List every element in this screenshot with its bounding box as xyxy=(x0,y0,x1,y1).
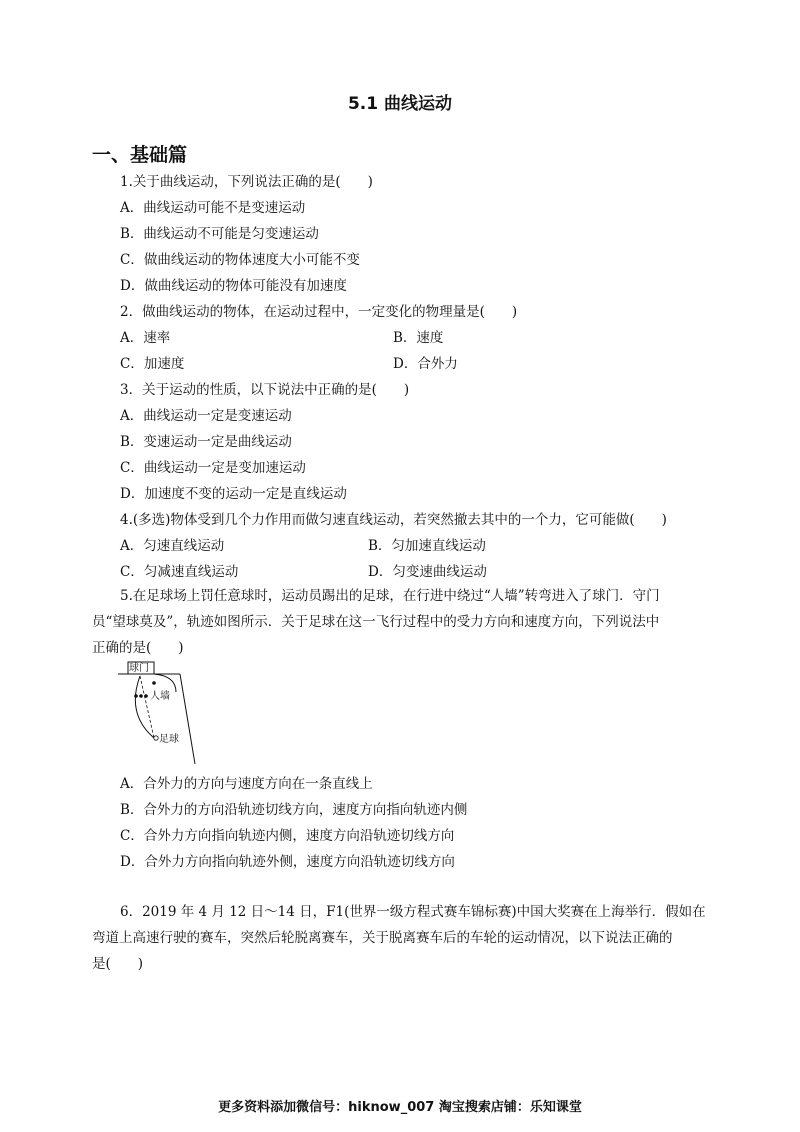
q4-option-d: D．匀变速曲线运动 xyxy=(368,564,487,580)
page-title: 5.1 曲线运动 xyxy=(347,94,453,114)
q6-stem-line-1: 6．2019 年 4 月 12 日～14 日，F1(世界一级方程式赛车锦标赛)中国大奖赛在上海举行．假如在 xyxy=(120,904,706,920)
q3-option-b: B．变速运动一定是曲线运动 xyxy=(120,434,292,450)
q5-option-b: B．合外力的方向沿轨迹切线方向，速度方向指向轨迹内侧 xyxy=(120,802,468,818)
q1-option-b: B．曲线运动不可能是匀变速运动 xyxy=(120,226,319,242)
goal-label: 球门 xyxy=(129,663,149,674)
q3-stem: 3．关于运动的性质，以下说法中正确的是( ) xyxy=(120,382,410,398)
q4-option-b: B．匀加速直线运动 xyxy=(368,538,486,554)
ball-trajectory xyxy=(135,676,154,738)
q3-option-a: A．曲线运动一定是变速运动 xyxy=(120,408,292,424)
wall-label: 人墙 xyxy=(150,691,170,702)
penalty-arc xyxy=(154,674,176,692)
q6-stem-line-2: 弯道上高速行驶的赛车，突然后轮脱离赛车，关于脱离赛车后的车轮的运动情况，以下说法正确的 xyxy=(92,930,673,946)
q1-option-d: D．做曲线运动的物体可能没有加速度 xyxy=(120,278,347,294)
q5-stem-line-3: 正确的是( ) xyxy=(92,640,184,656)
q4-option-a: A．匀速直线运动 xyxy=(120,538,225,554)
football-trajectory-figure xyxy=(118,658,208,764)
wall-player-dot xyxy=(144,694,148,698)
q4-option-c: C．匀减速直线运动 xyxy=(120,564,239,580)
dashed-line xyxy=(140,676,154,738)
q4-stem: 4.(多选)物体受到几个力作用而做匀速直线运动，若突然撤去其中的一个力，它可能做( ) xyxy=(120,512,667,528)
q2-option-b: B．速度 xyxy=(393,330,444,346)
q2-option-d: D．合外力 xyxy=(393,356,458,372)
q1-option-a: A．曲线运动可能不是变速运动 xyxy=(120,200,306,216)
q1-stem: 1.关于曲线运动，下列说法正确的是( ) xyxy=(120,174,373,190)
q2-option-c: C．加速度 xyxy=(120,356,185,372)
ball-icon xyxy=(154,736,158,740)
q2-option-a: A．速率 xyxy=(120,330,171,346)
wall-player-dot xyxy=(139,694,143,698)
page-footer: 更多资料添加微信号：hiknow_007 淘宝搜索店铺：乐知课堂 xyxy=(218,1100,582,1115)
section-heading: 一、基础篇 xyxy=(92,144,188,166)
q5-stem-line-2: 员“望球莫及”，轨迹如图所示．关于足球在这一飞行过程中的受力方向和速度方向，下列说法中 xyxy=(92,614,660,630)
q5-option-a: A．合外力的方向与速度方向在一条直线上 xyxy=(120,776,373,792)
sideline xyxy=(180,674,195,764)
q3-option-d: D．加速度不变的运动一定是直线运动 xyxy=(120,486,347,502)
goalkeeper-dot xyxy=(152,681,156,685)
q6-stem-line-3: 是( ) xyxy=(92,956,144,972)
q3-option-c: C．曲线运动一定是变加速运动 xyxy=(120,460,306,476)
ball-label: 足球 xyxy=(159,734,179,745)
q5-option-c: C．合外力方向指向轨迹内侧，速度方向沿轨迹切线方向 xyxy=(120,828,455,844)
q2-stem: 2．做曲线运动的物体，在运动过程中，一定变化的物理量是( ) xyxy=(120,304,518,320)
q5-option-d: D．合外力方向指向轨迹外侧，速度方向沿轨迹切线方向 xyxy=(120,854,455,870)
wall-player-dot xyxy=(134,694,138,698)
q1-option-c: C．做曲线运动的物体速度大小可能不变 xyxy=(120,252,360,268)
q5-stem-line-1: 5.在足球场上罚任意球时，运动员踢出的足球，在行进中绕过“人墙”转弯进入了球门．守门 xyxy=(120,588,660,604)
